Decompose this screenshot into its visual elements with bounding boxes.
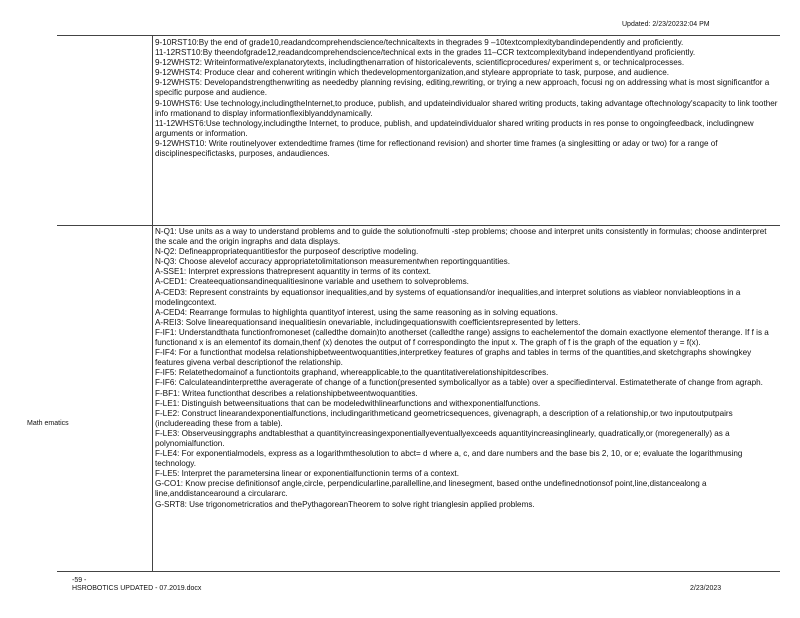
standard-item: F-LE1: Distinguish betweensituations that can be modeledwithlinearfunctions and withexponentialfunctions. (155, 398, 541, 408)
standard-item: 9-10WHST6: Use technology,includingtheInternet,to produce, publish, and updateindividualor shared writing products, taking advantage oftechnology'scapacity to link toother info rmationand to display informationflexiblyanddynamically. (155, 98, 778, 118)
standard-item: F-BF1: Writea functionthat describes a relationshipbetweentwoquantities. (155, 388, 418, 398)
standard-item: 9-12WHST2: Writeinformative/explanatorytexts, includingthenarration of historicalevents, scientificprocedures/ experiment s, or technicalprocesses. (155, 58, 685, 68)
standard-item: A-REI3: Solve linearequationsand inequalitiesin onevariable, includingequationswith coefficientsrepresented by letters. (155, 317, 581, 327)
document-filename: HSROBOTICS UPDATED - 07.2019.docx (72, 585, 202, 592)
standard-item: 11-12WHST6:Use technology,includingthe Internet, to produce, publish, and updateindividualor shared writing products in res ponse to ongoingfeedback, includingnew arguments or information. (155, 118, 754, 138)
standard-item: 9-12WHST4: Produce clear and coherent writingin which thedevelopmentorganization,and styleare appropriate to task, purpose, and audience. (155, 68, 669, 78)
standard-item: F-LE4: For exponentialmodels, express as a logarithmthesolution to abct= d where a, c, and dare numbers and the base bis 2, 10, or e; evaluate the logarithmusing technology. (155, 449, 743, 469)
subject-label: Math ematics (27, 420, 69, 427)
standard-item: G-CO1: Know precise definitionsof angle,circle, perpendicularline,parallelline,and linesegment, based onthe undefinednotionsof point,line,distancealong a line,anddistancearound a circulararc. (155, 479, 707, 499)
math-standards-cell (155, 227, 778, 510)
standard-item: 9-12WHST5: Developandstrengthenwriting as neededby planning revising, editing,rewriting, or trying a new approach, focusi ng on addressing what is most significantfor a specific purpose and audience. (155, 78, 770, 98)
literacy-standards-cell (155, 38, 778, 159)
standard-item: A-CED1: Createequationsandinequalitiesinone variable and usethem to solveproblems. (155, 277, 469, 287)
footer-left (72, 577, 201, 593)
standard-item: N-Q2: Defineappropriatequantitiesfor the purposeof descriptive modeling. (155, 247, 419, 257)
standard-item: F-IF5: Relatethedomainof a functiontoits graphand, whereapplicable,to the quantitativerelationshipitdescribes. (155, 368, 549, 378)
standard-item: F-IF6: Calculateandinterpretthe averagerate of change of a function(presented symbolicallyor as a table) over a specifiedinterval. Estimatetherate of change from agraph. (155, 378, 763, 388)
standard-item: A-SSE1: Interpret expressions thatrepresent aquantity in terms of its context. (155, 267, 431, 277)
standard-item: F-LE5: Interpret the parametersina linear or exponentialfunctionin terms of a context. (155, 469, 459, 479)
standard-item: F-IF4: For a functionthat modelsa relationshipbetweentwoquantities,interpretkey features of graphs and tables in terms of the quantities,and sketchgraphs showingkey features givena verbal descriptionof the relationship. (155, 348, 752, 368)
standard-item: N-Q1: Use units as a way to understand problems and to guide the solutionofmulti -step problems; choose and interpret units consistently in formulas; choose andinterpret the scale and the origin ingraphs and data displays. (155, 227, 767, 247)
standard-item: F-LE2: Construct linearandexponentialfunctions, includingarithmeticand geometricsequences, givenagraph, a description of a relationship,or two inputoutputpairs (includereading these from a table). (155, 408, 733, 428)
updated-timestamp: Updated: 2/23/20232:04 PM (622, 21, 710, 28)
standards-table (27, 35, 780, 572)
standard-item: F-LE3: Observeusinggraphs andtablesthat a quantityincreasingexponentiallyeventuallyexceeds aquantityincreasinglinearly, quadratically,or (moregenerally) as a polynomialfunction. (155, 428, 730, 448)
standard-item: A-CED3: Represent constraints by equationsor inequalities,and by systems of equationsand/or inequalities,and interpret solutions as viableor nonviableoptions in a modelingcontext. (155, 287, 741, 307)
standard-item: G-SRT8: Use trigonometricratios and thePythagoreanTheorem to solve right trianglesin applied problems. (155, 499, 535, 509)
standard-item: 11-12RST10:By theendofgrade12,readandcomprehendscience/technical exts in the grades 11–CCR textcomplexityband independentlyand proficiently. (155, 48, 696, 58)
footer-date: 2/23/2023 (690, 585, 722, 592)
page-number: -59 - (72, 577, 87, 584)
standard-item: 9-10RST10:By the end of grade10,readandcomprehendscience/technicaltexts in thegrades 9 –10textcomplexitybandindependently and proficiently. (155, 38, 684, 47)
row-divider (57, 225, 780, 226)
standard-item: N-Q3: Choose alevelof accuracy appropriatetolimitationson measurementwhen reportingquantities. (155, 257, 510, 267)
standard-item: F-IF1: Understandthata functionfromoneset (calledthe domain)to anotherset (calledthe range) assigns to eachelementof the domain exactlyone elementof therange. If f is a functionand x is an elementof its domain,thenf (x) denotes the output of f correspondingto the input x. The graph of f is the graph of the equation y = f(x). (155, 327, 769, 348)
standard-item: 9-12WHST10: Write routinelyover extendedtime frames (time for reflectionand revision) and shorter time frames (a singlesitting or aday or two) for a range of disciplinespecifictasks, purposes, andaudiences. (155, 138, 718, 159)
column-divider (152, 36, 153, 571)
standard-item: A-CED4: Rearrange formulas to highlighta quantityof interest, using the same reasoning as in solving equations. (155, 307, 558, 317)
